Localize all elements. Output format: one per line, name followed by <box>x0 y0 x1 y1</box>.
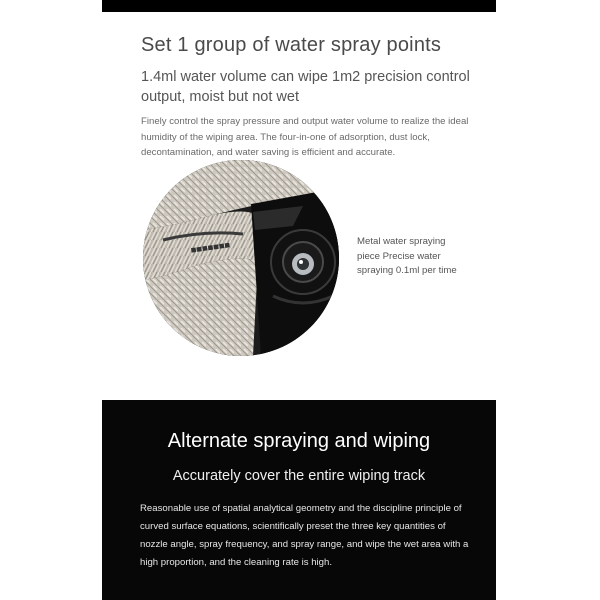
dark-section-subtitle: Accurately cover the entire wiping track <box>172 468 426 484</box>
section-title: Set 1 group of water spray points <box>141 34 442 56</box>
section-description: Finely control the spray pressure and output water volume to realize the ideal humidity of the wiping area. The four-in-one of adsorption, dust lock, decontamination, and water saving is efficient and accurate. <box>141 116 469 158</box>
section-subtitle: 1.4ml water volume can wipe 1m2 precision control output, moist but not wet <box>141 69 470 105</box>
spray-nozzle-photo <box>143 160 339 356</box>
dark-section-description: Reasonable use of spatial analytical geometry and the discipline principle of curved surface equations, scientifically preset the three key quantities of nozzle angle, spray frequency, and spray range, and wipe the wet area with a high proportion, and the cleaning rate is high. <box>140 503 469 568</box>
printed-marking: ■■■■■■■ <box>190 241 231 254</box>
dark-section-title: Alternate spraying and wiping <box>167 430 431 452</box>
top-dark-bar <box>102 0 496 12</box>
nozzle-caption: Metal water spraying piece Precise water spraying 0.1ml per time <box>357 236 457 276</box>
mop-and-nozzle-illustration <box>143 160 339 356</box>
